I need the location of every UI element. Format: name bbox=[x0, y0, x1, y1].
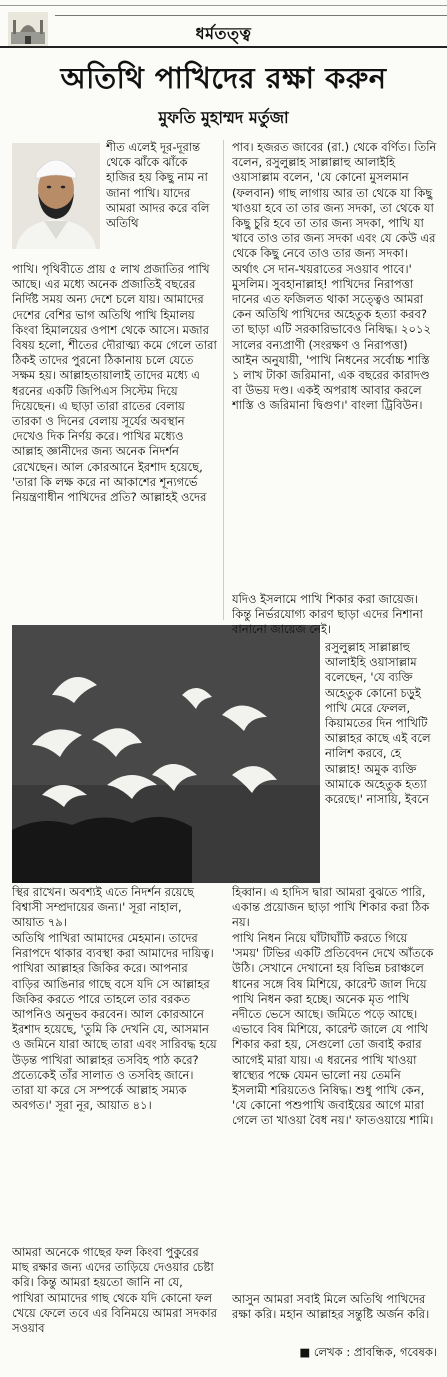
mosque-emblem-icon bbox=[8, 12, 48, 46]
section-header bbox=[0, 12, 447, 48]
col1-paragraph-guests: অতিথি পাখিরা আমাদের মেহমান। তাদের নিরাপদে থাকার ব্যবস্থা করা আমাদের দায়িত্ব। পাখিরা আল্লাহর জিকির করে। আপনার বাড়ির আঙিনার গাছে বসে যদি সে আল্লাহর জিকির করতে পারে তাহলে তার বরকত আপনিও অনুভব করবেন। আল কোরআনে ইরশাদ হয়েছে, 'তুমি কি দেখনি যে, আসমান ও জমিনে যারা আছে তারা এবং সারিবদ্ধ হয়ে উড়ন্ত পাখিরা আল্লাহর তসবিহ পাঠ করে? প্রত্যেকেই তাঁর সালাত ও তসবিহ জানে। তারা যা করে সে সম্পর্কে আল্লাহ সম্যক অবগত।' সূরা নূর, আয়াত ৪১। bbox=[12, 931, 217, 1113]
article-byline: মুফতি মুহাম্মদ মর্তুজা bbox=[158, 108, 289, 127]
masthead-strip bbox=[0, 0, 447, 6]
author-portrait bbox=[12, 143, 100, 249]
col1-paragraph-continued: পাখি। পৃথিবীতে প্রায় ৫ লাখ প্রজাতির পাখি আছে। এর মধ্যে অনেক প্রজাতিই বছরের নির্দিষ্ট সময় অন্য দেশে চলে যায়। আমাদের দেশের বেশির ভাগ অতিথি পাখি হিমালয় কিংবা হিমালয়ের ওপাশ থেকে আসে। মজার বিষয় হলো, শীতের দৌরাত্ম্য কমে গেলে তারা ঠিকই তাদের পুরনো ঠিকানায় চলে যেতে সক্ষম হয়। আল্লাহতায়ালাই তাদের মধ্যে এ ধরনের একটি জিপিএস সিস্টেম দিয়ে দিয়েছেন। এ ছাড়া তারা রাতের বেলায় তারকা ও দিনের বেলায় সূর্যের অবস্থান দেখেও দিক নির্ণয় করে। পাখির মধ্যেও আল্লাহ জ্ঞানীদের জন্য অনেক নিদর্শন রেখেছেন। আল কোরআনে ইরশাদ হয়েছে, 'তারা কি লক্ষ করে না আকাশের শূন্যগর্ভে নিয়ন্ত্রণাধীন পাখিদের প্রতি? আল্লাহই ওদের bbox=[12, 262, 217, 505]
col2-paragraph-islam: যদিও ইসলামে পাখি শিকার করা জায়েজ। কিন্তু নির্ভরযোগ্য কারণ ছাড়া এদের নিশানা বানানো জায়েজ নেই। bbox=[232, 592, 423, 637]
col2-paragraph-hadith: পাব। হজরত জাবের (রা.) থেকে বর্ণিত। তিনি বলেন, রসুলুল্লাহ সাল্লাল্লাহু আলাইহি ওয়াসাল্লাম বলেন, 'যে কোনো মুসলমান (ফলবান) গাছ লাগায় আর তা থেকে যা কিছু খাওয়া হবে তা তার জন্য সদকা, তা থেকে যা কিছু চুরি হবে তা তার জন্য সদকা, পাখি যা খাবে তাও তার জন্য সদকা এবং যে কেউ এর থেকে কিছু নেবে তাও তার জন্য সদকা। অর্থাৎ সে দান-খয়রাতের সওয়াব পাবে।' মুসলিম। সুবহানাল্লাহ! পাখিদের নিরাপত্তা দানের এত ফজিলত থাকা সত্ত্বেও আমরা কেন অতিথি পাখিদের অহেতুক হত্যা করব? তা ছাড়া এটি সরকারিভাবেও নিষিদ্ধ। ২০১২ সালের বন্যপ্রাণী (সংরক্ষণ ও নিরাপত্তা) আইন অনুযায়ী, 'পাখি নিধনের সর্বোচ্চ শাস্তি ১ লাখ টাকা জরিমানা, এক বছরের কারাদণ্ড বা উভয় দণ্ড। একই অপরাধ আবার করলে শাস্তি ও জরিমানা দ্বিগুণ।' বাংলা ট্রিবিউন। bbox=[232, 140, 437, 413]
flying-birds-photo bbox=[12, 625, 320, 883]
col2-paragraph-hibban: হিব্বান। এ হাদিস দ্বারা আমরা বুঝতে পারি, একান্ত প্রয়োজন ছাড়া পাখি শিকার করা ঠিক নয়। bbox=[232, 885, 430, 930]
author-note: ■ লেখক : প্রাবন্ধিক, গবেষক। bbox=[299, 1345, 437, 1359]
section-label: ধর্মতত্ত্ব bbox=[195, 24, 252, 43]
col2-paragraph-tv-report: পাখি নিধন নিয়ে ঘাঁটাঘাঁটি করতে গিয়ে 'সময়' টিভির একটি প্রতিবেদন দেখে আঁতকে উঠি। সেখানে দেখানো হয় বিভিন্ন চরাঞ্চলে ধানের সঙ্গে বিষ মিশিয়ে, কারেন্ট জাল দিয়ে পাখি নিধন করা হচ্ছে। অনেক মৃত পাখি নদীতে ভেসে আছে। জমিতে পড়ে আছে। এভাবে বিষ মিশিয়ে, কারেন্ট জালে যে পাখি শিকার করা হয়, সেগুলো তো জবাই করার আগেই মারা যায়। এ ধরনের পাখি খাওয়া স্বাস্থ্যের পক্ষে যেমন ভালো নয় তেমনি ইসলামী শরিয়তেও নিষিদ্ধ। শুধু পাখি কেন, 'যে কোনো পশুপাখি জবাইয়ের আগে মারা গেলে তা খাওয়া বৈধ নয়।' ফাতওয়ায়ে শামি। bbox=[232, 931, 434, 1128]
section-rule bbox=[55, 15, 447, 16]
col1-paragraph-fruit: আমরা অনেকে গাছের ফল কিংবা পুকুরের মাছ রক্ষার জন্য এদের তাড়িয়ে দেওয়ার চেষ্টা করি। কিন্তু আমরা হয়তো জানি না যে, পাখিরা আমাদের গাছ থেকে যদি কোনো ফল খেয়ে ফেলে তবে এর বিনিময়ে আমরা সদকার সওয়াব bbox=[12, 1245, 217, 1336]
article-headline: অতিথি পাখিদের রক্ষা করুন bbox=[60, 61, 387, 95]
col1-paragraph-verse: স্থির রাখেন। অবশ্যই এতে নিদর্শন রয়েছে বিশ্বাসী সম্প্রদায়ের জন্য।' সূরা নাহাল, আয়াত ৭৯। bbox=[12, 885, 194, 930]
column-divider bbox=[223, 140, 224, 620]
col2-paragraph-conclusion: আসুন আমরা সবাই মিলে অতিথি পাখিদের রক্ষা করি। মহান আল্লাহর সন্তুষ্টি অর্জন করি। bbox=[232, 1292, 430, 1322]
col1-paragraph-intro: শীত এলেই দূর-দূরান্ত থেকে ঝাঁকে ঝাঁকে হাজির হয় কিছু নাম না জানা পাখি। যাদের আমরা আদর করে বলি অতিথি bbox=[106, 140, 210, 231]
col2-paragraph-sparrow: রসুলুল্লাহ সাল্লাল্লাহু আলাইহি ওয়াসাল্লাম বলেছেন, 'যে ব্যক্তি অহেতুক কোনো চড়ুই পাখি মেরে ফেলল, কিয়ামতের দিন পাখিটি আল্লাহর কাছে এই বলে নালিশ করবে, হে আল্লাহ! অমুক ব্যক্তি আমাকে অহেতুক হত্যা করেছে।' নাসায়ি, ইবনে bbox=[325, 640, 431, 807]
